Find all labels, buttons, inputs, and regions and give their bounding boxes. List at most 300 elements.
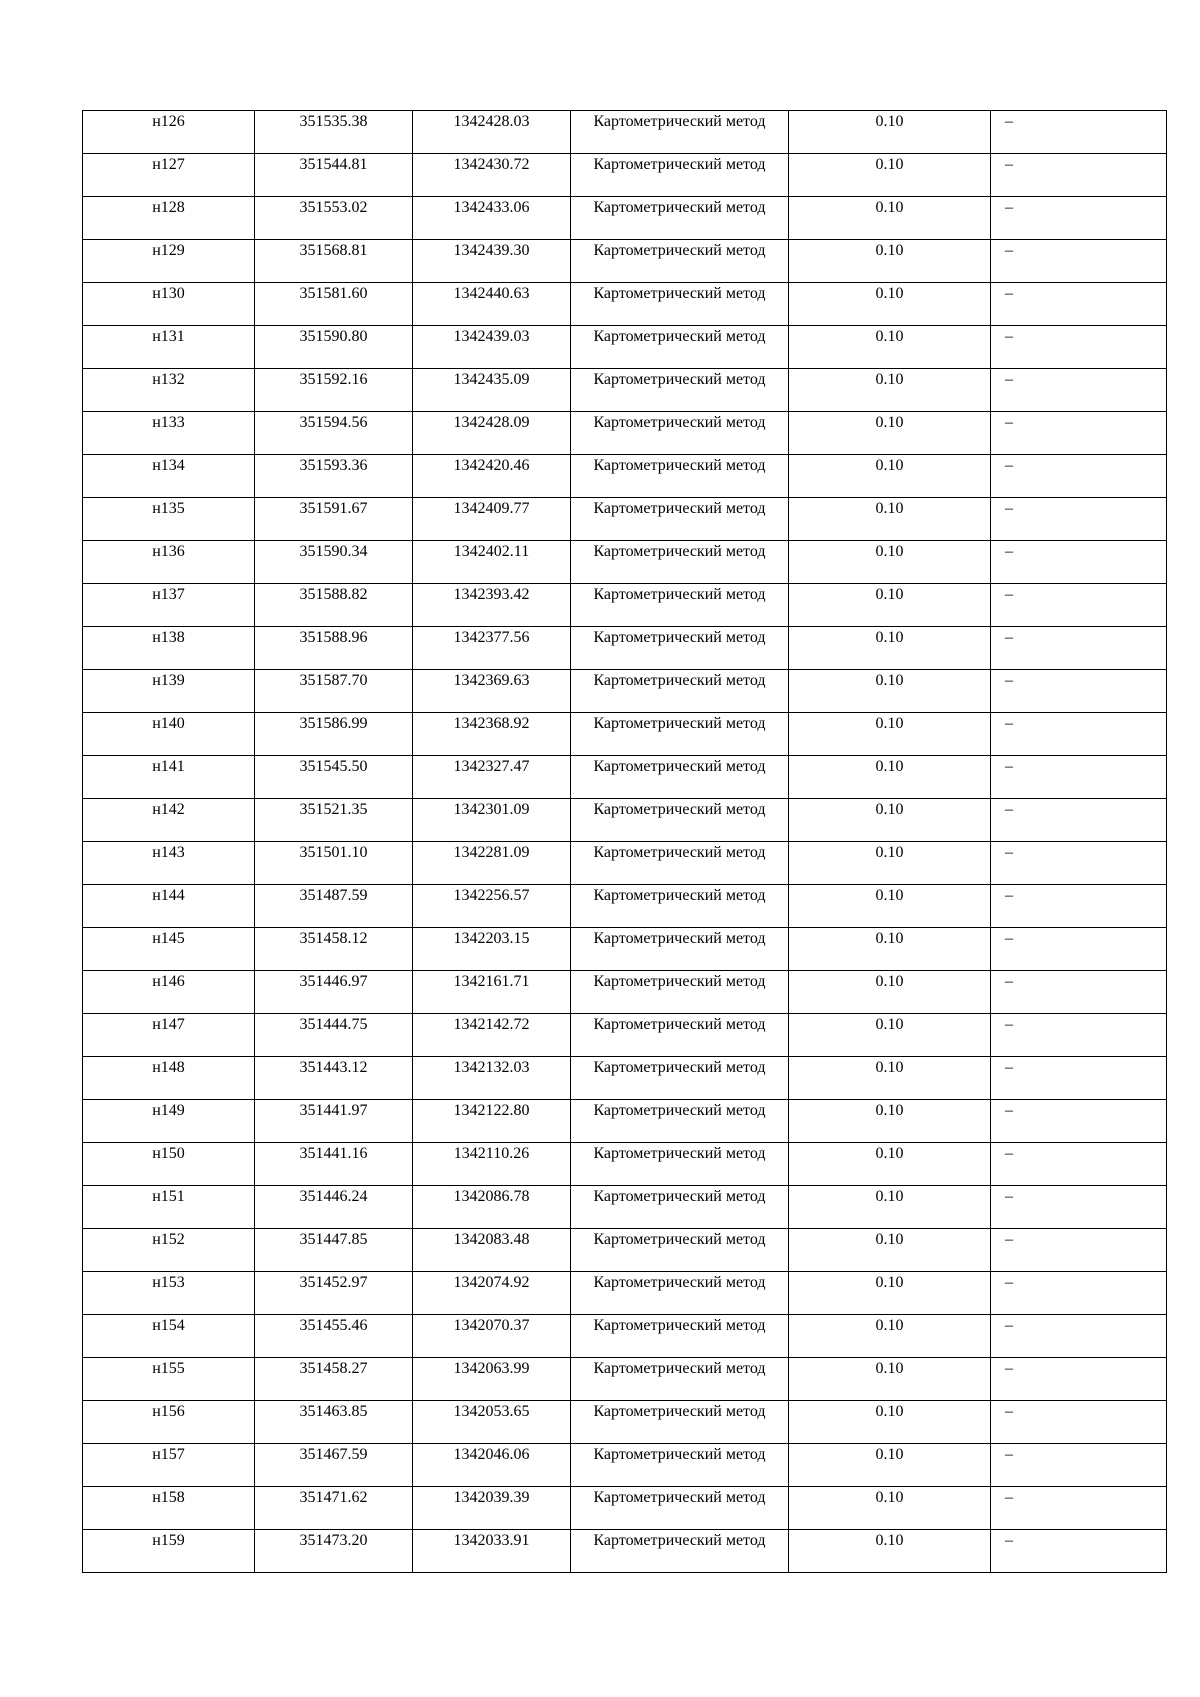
x-coordinate-cell-text: 351594.56 bbox=[299, 414, 368, 431]
accuracy-cell-text: 0.10 bbox=[875, 328, 904, 345]
accuracy-cell-text: 0.10 bbox=[875, 1317, 904, 1334]
point-name-cell-text: н130 bbox=[152, 285, 185, 302]
accuracy-cell-text: 0.10 bbox=[875, 113, 904, 130]
method-cell-text: Картометрический метод bbox=[593, 801, 766, 818]
point-name-cell bbox=[83, 885, 255, 928]
x-coordinate-cell bbox=[255, 928, 413, 971]
note-cell-text: – bbox=[1005, 715, 1013, 732]
coordinates-table bbox=[82, 110, 1167, 1573]
method-cell-text: Картометрический метод bbox=[593, 156, 766, 173]
method-cell bbox=[571, 1186, 789, 1229]
method-cell-text: Картометрический метод bbox=[593, 1360, 766, 1377]
y-coordinate-cell-text: 1342039.39 bbox=[453, 1489, 530, 1506]
method-cell bbox=[571, 1444, 789, 1487]
method-cell-text: Картометрический метод bbox=[593, 500, 766, 517]
method-cell-text: Картометрический метод bbox=[593, 1016, 766, 1033]
accuracy-cell-text: 0.10 bbox=[875, 1274, 904, 1291]
y-coordinate-cell bbox=[413, 1444, 571, 1487]
y-coordinate-cell-text: 1342440.63 bbox=[453, 285, 530, 302]
y-coordinate-cell bbox=[413, 1401, 571, 1444]
y-coordinate-cell-text: 1342435.09 bbox=[453, 371, 530, 388]
x-coordinate-cell bbox=[255, 799, 413, 842]
table-row bbox=[83, 283, 1167, 326]
x-coordinate-cell bbox=[255, 1358, 413, 1401]
y-coordinate-cell bbox=[413, 412, 571, 455]
point-name-cell bbox=[83, 1100, 255, 1143]
method-cell bbox=[571, 1401, 789, 1444]
point-name-cell-text: н127 bbox=[152, 156, 185, 173]
point-name-cell bbox=[83, 498, 255, 541]
accuracy-cell bbox=[789, 928, 991, 971]
accuracy-cell-text: 0.10 bbox=[875, 1446, 904, 1463]
point-name-cell-text: н140 bbox=[152, 715, 185, 732]
point-name-cell bbox=[83, 1143, 255, 1186]
y-coordinate-cell-text: 1342110.26 bbox=[453, 1145, 530, 1162]
point-name-cell bbox=[83, 1057, 255, 1100]
x-coordinate-cell-text: 351588.96 bbox=[299, 629, 368, 646]
x-coordinate-cell bbox=[255, 670, 413, 713]
x-coordinate-cell bbox=[255, 197, 413, 240]
point-name-cell-text: н129 bbox=[152, 242, 185, 259]
method-cell-text: Картометрический метод bbox=[593, 1403, 766, 1420]
x-coordinate-cell-text: 351545.50 bbox=[299, 758, 368, 775]
note-cell bbox=[991, 842, 1167, 885]
x-coordinate-cell bbox=[255, 1229, 413, 1272]
table-row bbox=[83, 842, 1167, 885]
x-coordinate-cell-text: 351471.62 bbox=[299, 1489, 368, 1506]
accuracy-cell-text: 0.10 bbox=[875, 887, 904, 904]
x-coordinate-cell-text: 351455.46 bbox=[299, 1317, 368, 1334]
table-row bbox=[83, 756, 1167, 799]
method-cell bbox=[571, 111, 789, 154]
accuracy-cell bbox=[789, 498, 991, 541]
x-coordinate-cell bbox=[255, 1530, 413, 1573]
note-cell bbox=[991, 1186, 1167, 1229]
accuracy-cell bbox=[789, 842, 991, 885]
note-cell-text: – bbox=[1005, 1403, 1013, 1420]
method-cell-text: Картометрический метод bbox=[593, 930, 766, 947]
accuracy-cell-text: 0.10 bbox=[875, 500, 904, 517]
y-coordinate-cell bbox=[413, 971, 571, 1014]
accuracy-cell-text: 0.10 bbox=[875, 199, 904, 216]
note-cell-text: – bbox=[1005, 629, 1013, 646]
point-name-cell-text: н133 bbox=[152, 414, 185, 431]
accuracy-cell-text: 0.10 bbox=[875, 973, 904, 990]
x-coordinate-cell bbox=[255, 326, 413, 369]
y-coordinate-cell-text: 1342083.48 bbox=[453, 1231, 530, 1248]
method-cell bbox=[571, 541, 789, 584]
point-name-cell bbox=[83, 971, 255, 1014]
method-cell bbox=[571, 1487, 789, 1530]
x-coordinate-cell-text: 351544.81 bbox=[299, 156, 368, 173]
point-name-cell bbox=[83, 799, 255, 842]
note-cell-text: – bbox=[1005, 1532, 1013, 1549]
table-row bbox=[83, 412, 1167, 455]
accuracy-cell-text: 0.10 bbox=[875, 285, 904, 302]
note-cell bbox=[991, 1272, 1167, 1315]
x-coordinate-cell-text: 351458.27 bbox=[299, 1360, 368, 1377]
x-coordinate-cell-text: 351443.12 bbox=[299, 1059, 368, 1076]
point-name-cell-text: н145 bbox=[152, 930, 185, 947]
note-cell bbox=[991, 154, 1167, 197]
accuracy-cell bbox=[789, 1272, 991, 1315]
y-coordinate-cell-text: 1342070.37 bbox=[453, 1317, 530, 1334]
accuracy-cell-text: 0.10 bbox=[875, 758, 904, 775]
method-cell-text: Картометрический метод bbox=[593, 457, 766, 474]
note-cell-text: – bbox=[1005, 1274, 1013, 1291]
note-cell-text: – bbox=[1005, 844, 1013, 861]
y-coordinate-cell bbox=[413, 1487, 571, 1530]
x-coordinate-cell-text: 351441.16 bbox=[299, 1145, 368, 1162]
y-coordinate-cell-text: 1342402.11 bbox=[453, 543, 530, 560]
point-name-cell bbox=[83, 584, 255, 627]
method-cell-text: Картометрический метод bbox=[593, 199, 766, 216]
y-coordinate-cell-text: 1342420.46 bbox=[453, 457, 530, 474]
point-name-cell-text: н156 bbox=[152, 1403, 185, 1420]
accuracy-cell bbox=[789, 885, 991, 928]
accuracy-cell-text: 0.10 bbox=[875, 1188, 904, 1205]
point-name-cell-text: н143 bbox=[152, 844, 185, 861]
x-coordinate-cell bbox=[255, 455, 413, 498]
x-coordinate-cell bbox=[255, 627, 413, 670]
method-cell-text: Картометрический метод bbox=[593, 328, 766, 345]
x-coordinate-cell-text: 351458.12 bbox=[299, 930, 368, 947]
note-cell-text: – bbox=[1005, 1489, 1013, 1506]
accuracy-cell bbox=[789, 1014, 991, 1057]
point-name-cell-text: н131 bbox=[152, 328, 185, 345]
y-coordinate-cell bbox=[413, 283, 571, 326]
accuracy-cell bbox=[789, 326, 991, 369]
accuracy-cell-text: 0.10 bbox=[875, 242, 904, 259]
table-row bbox=[83, 670, 1167, 713]
x-coordinate-cell bbox=[255, 1272, 413, 1315]
x-coordinate-cell bbox=[255, 713, 413, 756]
point-name-cell bbox=[83, 197, 255, 240]
table-row bbox=[83, 1014, 1167, 1057]
accuracy-cell-text: 0.10 bbox=[875, 414, 904, 431]
note-cell bbox=[991, 1487, 1167, 1530]
method-cell bbox=[571, 412, 789, 455]
x-coordinate-cell-text: 351467.59 bbox=[299, 1446, 368, 1463]
accuracy-cell bbox=[789, 1229, 991, 1272]
y-coordinate-cell bbox=[413, 799, 571, 842]
accuracy-cell-text: 0.10 bbox=[875, 1102, 904, 1119]
y-coordinate-cell-text: 1342132.03 bbox=[453, 1059, 530, 1076]
method-cell-text: Картометрический метод bbox=[593, 414, 766, 431]
note-cell-text: – bbox=[1005, 887, 1013, 904]
note-cell bbox=[991, 369, 1167, 412]
table-row bbox=[83, 498, 1167, 541]
note-cell-text: – bbox=[1005, 1016, 1013, 1033]
method-cell-text: Картометрический метод bbox=[593, 1446, 766, 1463]
y-coordinate-cell bbox=[413, 498, 571, 541]
method-cell bbox=[571, 283, 789, 326]
point-name-cell bbox=[83, 1401, 255, 1444]
accuracy-cell-text: 0.10 bbox=[875, 156, 904, 173]
note-cell bbox=[991, 1014, 1167, 1057]
x-coordinate-cell-text: 351501.10 bbox=[299, 844, 368, 861]
accuracy-cell bbox=[789, 713, 991, 756]
x-coordinate-cell bbox=[255, 369, 413, 412]
point-name-cell-text: н134 bbox=[152, 457, 185, 474]
x-coordinate-cell bbox=[255, 971, 413, 1014]
method-cell-text: Картометрический метод bbox=[593, 1059, 766, 1076]
accuracy-cell bbox=[789, 1444, 991, 1487]
accuracy-cell-text: 0.10 bbox=[875, 586, 904, 603]
method-cell bbox=[571, 756, 789, 799]
table-row bbox=[83, 627, 1167, 670]
x-coordinate-cell-text: 351590.34 bbox=[299, 543, 368, 560]
note-cell-text: – bbox=[1005, 156, 1013, 173]
note-cell bbox=[991, 541, 1167, 584]
point-name-cell bbox=[83, 1229, 255, 1272]
accuracy-cell bbox=[789, 1401, 991, 1444]
method-cell-text: Картометрический метод bbox=[593, 844, 766, 861]
x-coordinate-cell bbox=[255, 1186, 413, 1229]
note-cell-text: – bbox=[1005, 242, 1013, 259]
table-row bbox=[83, 799, 1167, 842]
point-name-cell-text: н136 bbox=[152, 543, 185, 560]
table-row bbox=[83, 1530, 1167, 1573]
accuracy-cell bbox=[789, 154, 991, 197]
note-cell-text: – bbox=[1005, 1188, 1013, 1205]
accuracy-cell-text: 0.10 bbox=[875, 371, 904, 388]
point-name-cell bbox=[83, 928, 255, 971]
point-name-cell-text: н126 bbox=[152, 113, 185, 130]
point-name-cell-text: н147 bbox=[152, 1016, 185, 1033]
accuracy-cell-text: 0.10 bbox=[875, 457, 904, 474]
point-name-cell bbox=[83, 111, 255, 154]
accuracy-cell bbox=[789, 1057, 991, 1100]
table-row bbox=[83, 713, 1167, 756]
note-cell bbox=[991, 326, 1167, 369]
point-name-cell bbox=[83, 283, 255, 326]
y-coordinate-cell-text: 1342409.77 bbox=[453, 500, 530, 517]
point-name-cell-text: н148 bbox=[152, 1059, 185, 1076]
method-cell bbox=[571, 197, 789, 240]
method-cell bbox=[571, 1358, 789, 1401]
point-name-cell bbox=[83, 756, 255, 799]
method-cell bbox=[571, 154, 789, 197]
method-cell bbox=[571, 885, 789, 928]
x-coordinate-cell bbox=[255, 283, 413, 326]
accuracy-cell-text: 0.10 bbox=[875, 672, 904, 689]
note-cell-text: – bbox=[1005, 457, 1013, 474]
note-cell bbox=[991, 1143, 1167, 1186]
y-coordinate-cell-text: 1342393.42 bbox=[453, 586, 530, 603]
method-cell bbox=[571, 670, 789, 713]
y-coordinate-cell bbox=[413, 455, 571, 498]
point-name-cell-text: н152 bbox=[152, 1231, 185, 1248]
note-cell bbox=[991, 197, 1167, 240]
table-row bbox=[83, 1143, 1167, 1186]
note-cell-text: – bbox=[1005, 1317, 1013, 1334]
x-coordinate-cell-text: 351487.59 bbox=[299, 887, 368, 904]
method-cell-text: Картометрический метод bbox=[593, 1145, 766, 1162]
accuracy-cell bbox=[789, 1487, 991, 1530]
x-coordinate-cell bbox=[255, 1487, 413, 1530]
point-name-cell-text: н155 bbox=[152, 1360, 185, 1377]
note-cell-text: – bbox=[1005, 500, 1013, 517]
y-coordinate-cell bbox=[413, 154, 571, 197]
note-cell-text: – bbox=[1005, 113, 1013, 130]
x-coordinate-cell bbox=[255, 1401, 413, 1444]
method-cell-text: Картометрический метод bbox=[593, 1188, 766, 1205]
y-coordinate-cell bbox=[413, 1315, 571, 1358]
method-cell bbox=[571, 498, 789, 541]
x-coordinate-cell bbox=[255, 111, 413, 154]
x-coordinate-cell-text: 351446.24 bbox=[299, 1188, 368, 1205]
note-cell-text: – bbox=[1005, 1059, 1013, 1076]
method-cell-text: Картометрический метод bbox=[593, 629, 766, 646]
method-cell bbox=[571, 713, 789, 756]
note-cell bbox=[991, 1057, 1167, 1100]
y-coordinate-cell-text: 1342439.30 bbox=[453, 242, 530, 259]
accuracy-cell-text: 0.10 bbox=[875, 1532, 904, 1549]
y-coordinate-cell-text: 1342074.92 bbox=[453, 1274, 530, 1291]
y-coordinate-cell bbox=[413, 240, 571, 283]
accuracy-cell bbox=[789, 1100, 991, 1143]
accuracy-cell bbox=[789, 197, 991, 240]
y-coordinate-cell-text: 1342063.99 bbox=[453, 1360, 530, 1377]
accuracy-cell bbox=[789, 627, 991, 670]
y-coordinate-cell-text: 1342428.09 bbox=[453, 414, 530, 431]
x-coordinate-cell-text: 351447.85 bbox=[299, 1231, 368, 1248]
point-name-cell bbox=[83, 154, 255, 197]
note-cell bbox=[991, 584, 1167, 627]
table-row bbox=[83, 1315, 1167, 1358]
point-name-cell-text: н151 bbox=[152, 1188, 185, 1205]
x-coordinate-cell-text: 351587.70 bbox=[299, 672, 368, 689]
y-coordinate-cell-text: 1342430.72 bbox=[453, 156, 530, 173]
x-coordinate-cell-text: 351586.99 bbox=[299, 715, 368, 732]
accuracy-cell bbox=[789, 240, 991, 283]
x-coordinate-cell-text: 351593.36 bbox=[299, 457, 368, 474]
x-coordinate-cell bbox=[255, 842, 413, 885]
x-coordinate-cell-text: 351452.97 bbox=[299, 1274, 368, 1291]
point-name-cell-text: н142 bbox=[152, 801, 185, 818]
note-cell bbox=[991, 498, 1167, 541]
table-row bbox=[83, 326, 1167, 369]
accuracy-cell bbox=[789, 1358, 991, 1401]
method-cell-text: Картометрический метод bbox=[593, 715, 766, 732]
accuracy-cell bbox=[789, 584, 991, 627]
point-name-cell bbox=[83, 455, 255, 498]
method-cell-text: Картометрический метод bbox=[593, 371, 766, 388]
accuracy-cell-text: 0.10 bbox=[875, 629, 904, 646]
table-row bbox=[83, 154, 1167, 197]
table-row bbox=[83, 1401, 1167, 1444]
note-cell bbox=[991, 283, 1167, 326]
note-cell-text: – bbox=[1005, 1446, 1013, 1463]
point-name-cell-text: н158 bbox=[152, 1489, 185, 1506]
x-coordinate-cell-text: 351463.85 bbox=[299, 1403, 368, 1420]
x-coordinate-cell bbox=[255, 1057, 413, 1100]
y-coordinate-cell bbox=[413, 1358, 571, 1401]
y-coordinate-cell-text: 1342161.71 bbox=[453, 973, 530, 990]
accuracy-cell-text: 0.10 bbox=[875, 1059, 904, 1076]
point-name-cell bbox=[83, 1530, 255, 1573]
y-coordinate-cell bbox=[413, 1100, 571, 1143]
x-coordinate-cell bbox=[255, 1100, 413, 1143]
x-coordinate-cell bbox=[255, 885, 413, 928]
accuracy-cell-text: 0.10 bbox=[875, 715, 904, 732]
point-name-cell-text: н157 bbox=[152, 1446, 185, 1463]
x-coordinate-cell bbox=[255, 584, 413, 627]
point-name-cell bbox=[83, 842, 255, 885]
y-coordinate-cell bbox=[413, 1014, 571, 1057]
note-cell bbox=[991, 971, 1167, 1014]
table-row bbox=[83, 240, 1167, 283]
note-cell-text: – bbox=[1005, 801, 1013, 818]
y-coordinate-cell-text: 1342368.92 bbox=[453, 715, 530, 732]
point-name-cell-text: н153 bbox=[152, 1274, 185, 1291]
note-cell bbox=[991, 412, 1167, 455]
y-coordinate-cell bbox=[413, 326, 571, 369]
accuracy-cell bbox=[789, 541, 991, 584]
x-coordinate-cell bbox=[255, 1444, 413, 1487]
note-cell bbox=[991, 1444, 1167, 1487]
y-coordinate-cell bbox=[413, 1143, 571, 1186]
y-coordinate-cell-text: 1342377.56 bbox=[453, 629, 530, 646]
method-cell bbox=[571, 1100, 789, 1143]
accuracy-cell bbox=[789, 756, 991, 799]
x-coordinate-cell-text: 351590.80 bbox=[299, 328, 368, 345]
method-cell bbox=[571, 627, 789, 670]
note-cell-text: – bbox=[1005, 586, 1013, 603]
y-coordinate-cell bbox=[413, 584, 571, 627]
note-cell bbox=[991, 1401, 1167, 1444]
y-coordinate-cell bbox=[413, 670, 571, 713]
point-name-cell-text: н150 bbox=[152, 1145, 185, 1162]
method-cell-text: Картометрический метод bbox=[593, 285, 766, 302]
y-coordinate-cell bbox=[413, 1057, 571, 1100]
method-cell-text: Картометрический метод bbox=[593, 586, 766, 603]
point-name-cell-text: н144 bbox=[152, 887, 185, 904]
accuracy-cell-text: 0.10 bbox=[875, 801, 904, 818]
note-cell-text: – bbox=[1005, 672, 1013, 689]
x-coordinate-cell-text: 351441.97 bbox=[299, 1102, 368, 1119]
note-cell-text: – bbox=[1005, 371, 1013, 388]
y-coordinate-cell bbox=[413, 541, 571, 584]
accuracy-cell bbox=[789, 1143, 991, 1186]
y-coordinate-cell bbox=[413, 1186, 571, 1229]
note-cell bbox=[991, 670, 1167, 713]
table-row bbox=[83, 1444, 1167, 1487]
y-coordinate-cell bbox=[413, 369, 571, 412]
point-name-cell-text: н138 bbox=[152, 629, 185, 646]
accuracy-cell-text: 0.10 bbox=[875, 543, 904, 560]
y-coordinate-cell-text: 1342428.03 bbox=[453, 113, 530, 130]
x-coordinate-cell bbox=[255, 1014, 413, 1057]
method-cell-text: Картометрический метод bbox=[593, 672, 766, 689]
note-cell bbox=[991, 928, 1167, 971]
method-cell-text: Картометрический метод bbox=[593, 1532, 766, 1549]
table-row bbox=[83, 1100, 1167, 1143]
table-row bbox=[83, 971, 1167, 1014]
method-cell-text: Картометрический метод bbox=[593, 113, 766, 130]
y-coordinate-cell-text: 1342256.57 bbox=[453, 887, 530, 904]
method-cell bbox=[571, 1143, 789, 1186]
note-cell bbox=[991, 240, 1167, 283]
point-name-cell-text: н139 bbox=[152, 672, 185, 689]
note-cell-text: – bbox=[1005, 930, 1013, 947]
method-cell bbox=[571, 1057, 789, 1100]
point-name-cell bbox=[83, 1487, 255, 1530]
x-coordinate-cell-text: 351446.97 bbox=[299, 973, 368, 990]
method-cell-text: Картометрический метод bbox=[593, 887, 766, 904]
method-cell bbox=[571, 971, 789, 1014]
